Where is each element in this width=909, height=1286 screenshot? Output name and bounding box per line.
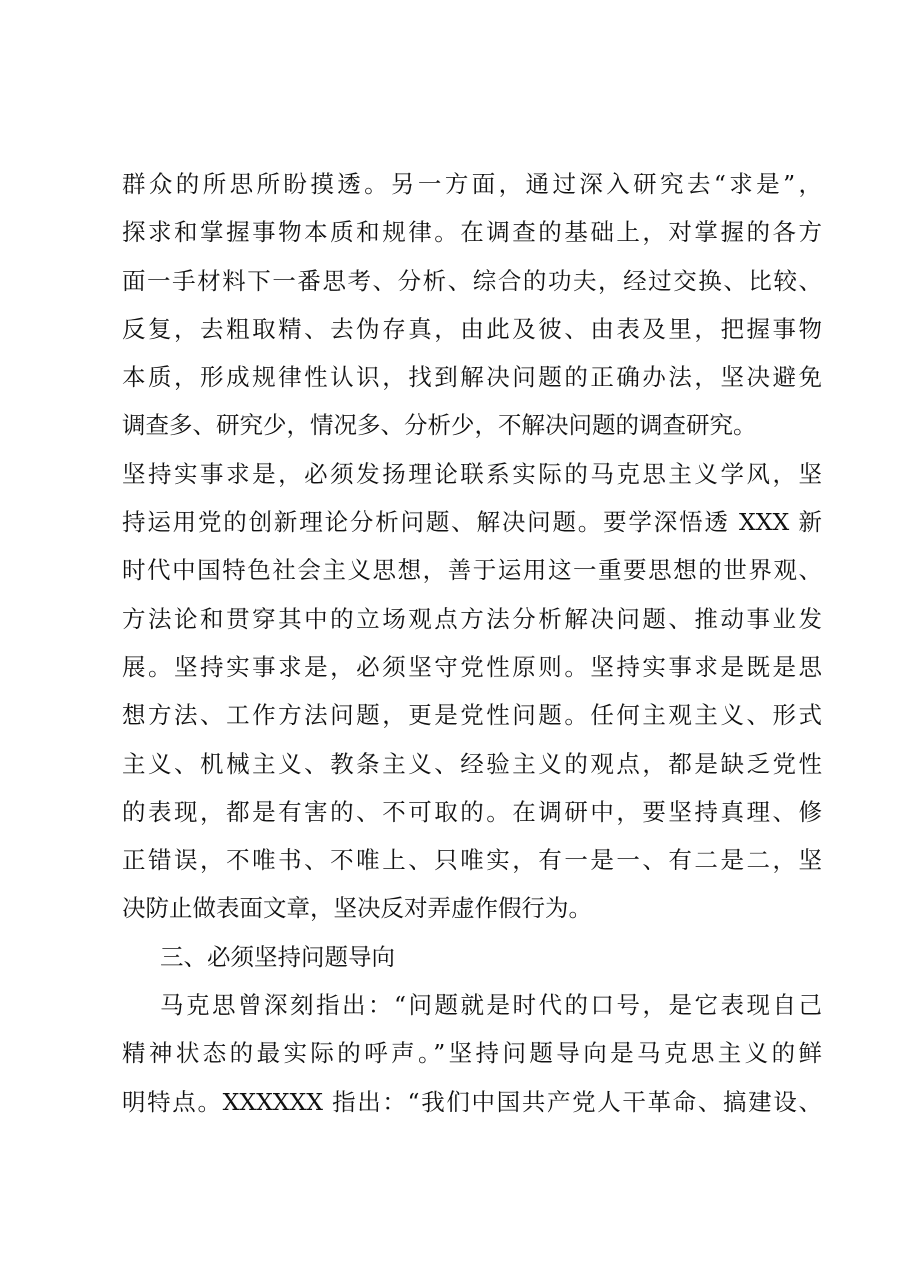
text-line: 的表现，都是有害的、不可取的。在调研中，要坚持真理、修 <box>122 797 822 826</box>
text-line: 调查多、研究少，情况多、分析少，不解决问题的调查研究。 <box>122 411 757 440</box>
text-line: 精神状态的最实际的呼声。”坚持问题导向是马克思主义的鲜 <box>122 1039 822 1068</box>
text-line: 马克思曾深刻指出：“问题就是时代的口号，是它表现自己 <box>160 991 822 1020</box>
text-line: 正错误，不唯书、不唯上、只唯实，有一是一、有二是二，坚 <box>122 846 822 875</box>
text-line: 时代中国特色社会主义思想，善于运用这一重要思想的世界观、 <box>122 556 822 585</box>
section-heading: 三、必须坚持问题导向 <box>160 942 395 971</box>
text-line: 方法论和贯穿其中的立场观点方法分析解决问题、推动事业发 <box>122 604 822 633</box>
text-line: 面一手材料下一番思考、分析、综合的功夫，经过交换、比较、 <box>122 266 822 295</box>
text-line: 想方法、工作方法问题，更是党性问题。任何主观主义、形式 <box>122 701 822 730</box>
text-line: 坚持实事求是，必须发扬理论联系实际的马克思主义学风，坚 <box>122 459 822 488</box>
text-line: 决防止做表面文章，坚决反对弄虚作假行为。 <box>122 894 592 923</box>
text-line: 展。坚持实事求是，必须坚守党性原则。坚持实事求是既是思 <box>122 652 822 681</box>
text-line: 明特点。XXXXXX 指出：“我们中国共产党人干革命、搞建设、 <box>122 1087 822 1116</box>
text-line: 群众的所思所盼摸透。另一方面，通过深入研究去“求是”， <box>122 170 822 198</box>
text-line: 持运用党的创新理论分析问题、解决问题。要学深悟透 XXX 新 <box>122 508 822 537</box>
document-body <box>122 160 822 1126</box>
text-line: 本质，形成规律性认识，找到解决问题的正确办法，坚决避免 <box>122 363 822 392</box>
text-line: 主义、机械主义、教条主义、经验主义的观点，都是缺乏党性 <box>122 749 822 778</box>
text-line: 探求和掌握事物本质和规律。在调查的基础上，对掌握的各方 <box>122 218 822 247</box>
text-line: 反复，去粗取精、去伪存真，由此及彼、由表及里，把握事物 <box>122 314 822 343</box>
